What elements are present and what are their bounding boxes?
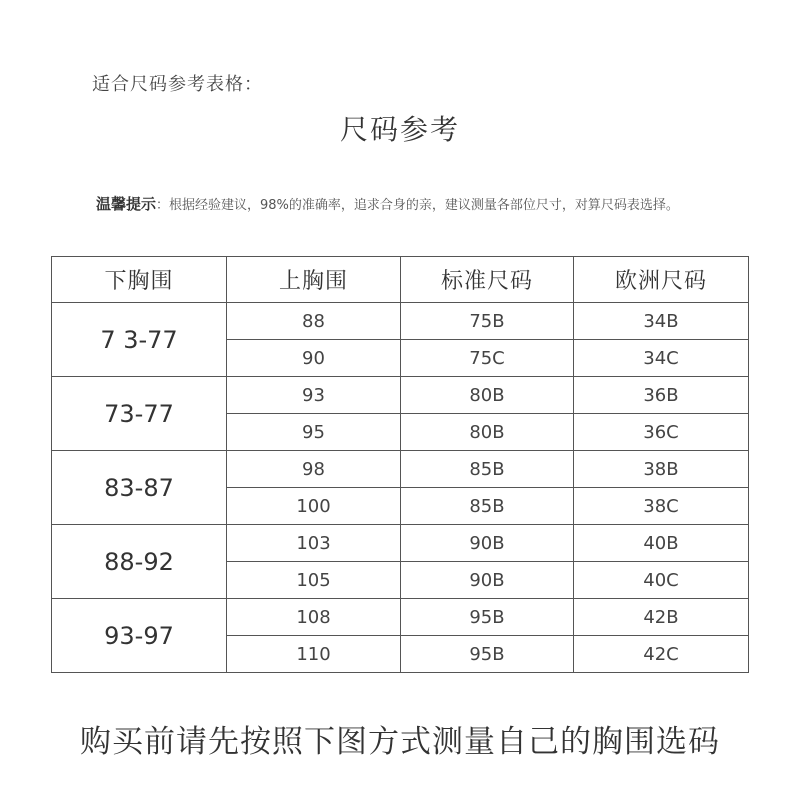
standard-size-cell: 90B <box>401 525 574 562</box>
table-row <box>52 303 749 340</box>
table-row <box>52 451 749 488</box>
upper-bust-cell: 100 <box>227 488 401 525</box>
table-row <box>52 377 749 414</box>
standard-size-cell: 75C <box>401 340 574 377</box>
tip-text: ：根据经验建议，98%的准确率，追求合身的亲，建议测量各部位尺寸，对算尺码表选择。 <box>156 198 679 213</box>
euro-size-cell: 40C <box>574 562 749 599</box>
standard-size-cell: 95B <box>401 636 574 673</box>
header-euro-size: 欧洲尺码 <box>574 257 749 303</box>
under-bust-cell: 93-97 <box>52 599 227 673</box>
under-bust-cell: 7 3-77 <box>52 303 227 377</box>
table-header-row <box>52 257 749 303</box>
size-chart-table <box>51 256 749 673</box>
upper-bust-cell: 88 <box>227 303 401 340</box>
under-bust-cell: 83-87 <box>52 451 227 525</box>
upper-bust-cell: 93 <box>227 377 401 414</box>
standard-size-cell: 90B <box>401 562 574 599</box>
euro-size-cell: 36B <box>574 377 749 414</box>
euro-size-cell: 42B <box>574 599 749 636</box>
standard-size-cell: 95B <box>401 599 574 636</box>
page-title: 尺码参考 <box>339 113 460 146</box>
upper-bust-cell: 90 <box>227 340 401 377</box>
measurement-instruction: 购买前请先按照下图方式测量自己的胸围选码 <box>80 724 720 760</box>
upper-bust-cell: 98 <box>227 451 401 488</box>
standard-size-cell: 75B <box>401 303 574 340</box>
table-row <box>52 599 749 636</box>
euro-size-cell: 40B <box>574 525 749 562</box>
standard-size-cell: 85B <box>401 451 574 488</box>
standard-size-cell: 85B <box>401 488 574 525</box>
upper-bust-cell: 95 <box>227 414 401 451</box>
euro-size-cell: 34C <box>574 340 749 377</box>
header-under-bust: 下胸围 <box>52 257 227 303</box>
intro-heading: 适合尺码参考表格： <box>92 74 263 95</box>
standard-size-cell: 80B <box>401 377 574 414</box>
euro-size-cell: 38B <box>574 451 749 488</box>
euro-size-cell: 34B <box>574 303 749 340</box>
euro-size-cell: 38C <box>574 488 749 525</box>
tip-note <box>96 193 679 214</box>
standard-size-cell: 80B <box>401 414 574 451</box>
upper-bust-cell: 110 <box>227 636 401 673</box>
euro-size-cell: 42C <box>574 636 749 673</box>
euro-size-cell: 36C <box>574 414 749 451</box>
under-bust-cell: 88-92 <box>52 525 227 599</box>
header-upper-bust: 上胸围 <box>227 257 401 303</box>
table-row <box>52 525 749 562</box>
upper-bust-cell: 103 <box>227 525 401 562</box>
under-bust-cell: 73-77 <box>52 377 227 451</box>
header-standard-size: 标准尺码 <box>401 257 574 303</box>
tip-label: 温馨提示 <box>96 195 157 213</box>
upper-bust-cell: 108 <box>227 599 401 636</box>
upper-bust-cell: 105 <box>227 562 401 599</box>
